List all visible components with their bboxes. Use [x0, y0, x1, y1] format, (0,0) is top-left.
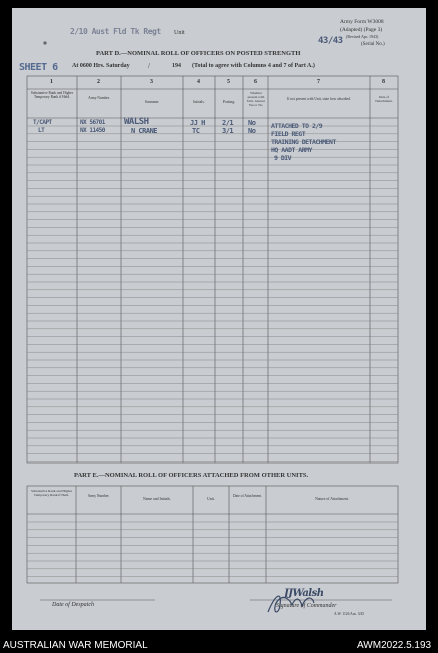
part-d-table-frame [27, 76, 398, 463]
col-number: 1 [50, 79, 53, 85]
e-col-header-rank: Substantive Rank and Higher Temporary Rank if Held. [30, 489, 73, 498]
entry-rank: LT [38, 127, 45, 134]
serial-label: (Serial No.) [361, 42, 385, 47]
form-id-line3: (Revised Apr. 1943) [346, 34, 379, 39]
col-header-surname: Surname. [144, 100, 160, 104]
e-col-header-nature: Nature of Attachment. [315, 497, 349, 501]
col-header-rank: Substantive Rank and Higher Temporary Rank if Held. [30, 91, 74, 100]
col-header-army-number: Army Number. [88, 96, 110, 100]
signature-of-commander-label: Signature of Commander [276, 603, 337, 609]
entry-posting: 2/1 [222, 119, 234, 127]
form-id-line1: Army Form W3008 [340, 19, 384, 25]
col-number: 8 [382, 79, 385, 85]
entry-remarks: FIELD REGT [271, 130, 306, 138]
at-line-slash: / [148, 62, 150, 70]
e-col-header-date: Date of Attachment. [232, 494, 263, 498]
date-of-despatch-label: Date of Despatch [52, 602, 94, 608]
entry-remarks-extra: TRAINING DETACHMENT [271, 138, 336, 146]
e-col-header-unit: Unit. [207, 497, 215, 501]
serial-handwritten: 43/43 [318, 36, 343, 46]
printer-code: A.W. 1126 Aus. 3/45 [334, 612, 365, 616]
col-header-posting: Posting. [222, 100, 236, 104]
col-number: 7 [317, 79, 320, 85]
entry-initials: JJ H [190, 119, 205, 127]
col-number: 6 [254, 79, 257, 85]
footer-accession-number: AWM2022.5.193 [357, 640, 432, 651]
part-d-title: PART D.—NOMINAL ROLL OF OFFICERS ON POSTED STRENGTH [96, 50, 301, 57]
entry-remarks-extra: HQ AADT ARMY [271, 146, 312, 154]
col-number: 3 [150, 79, 153, 85]
col-number: 2 [97, 79, 100, 85]
at-line-prefix: At 0600 Hrs. Saturday [72, 63, 130, 69]
entry-army-number: NX 56701 [80, 119, 105, 126]
form-id-line2: (Adapted) (Page 3) [340, 27, 383, 33]
entry-posting: 3/1 [222, 127, 234, 135]
col-header-present: Whether present with Unit. Answer Yes or No. [246, 91, 266, 107]
commander-signature: JJWalsh [284, 588, 324, 599]
entry-surname: WALSH [124, 117, 149, 127]
footer-institution: AUSTRALIAN WAR MEMORIAL [3, 640, 148, 651]
entry-initials: TC [192, 127, 200, 135]
e-col-header-name: Name and Initials. [143, 497, 171, 501]
col-number: 4 [197, 79, 200, 85]
entry-surname: N CRANE [131, 127, 158, 135]
at-line-suffix: (Total to agree with Columns 4 and 7 of Part A.) [192, 63, 315, 69]
part-e-title: PART E.—NOMINAL ROLL OF OFFICERS ATTACHED FROM OTHER UNITS. [74, 472, 309, 479]
punch-mark [43, 41, 46, 44]
col-header-detachment: Date of Detachment. [375, 95, 393, 103]
sheet-handwritten: SHEET 6 [19, 62, 58, 73]
e-col-header-army-number: Army Number. [87, 494, 110, 498]
col-number: 5 [227, 79, 230, 85]
unit-label: Unit [174, 30, 185, 36]
entry-army-number: NX 11450 [80, 127, 105, 134]
entry-remarks: ATTACHED TO 2/9 [271, 122, 323, 130]
entry-present: No [248, 127, 256, 135]
entry-present: No [248, 119, 256, 127]
entry-rank: T/CAPT [33, 119, 52, 126]
unit-handwritten: 2/10 Aust Fld Tk Regt [70, 27, 161, 36]
entry-remarks-extra: 9 DIV [274, 154, 292, 162]
col-header-initials: Initials. [193, 100, 205, 104]
col-header-absorbed: If not present with Unit, state how absorbed. [287, 97, 351, 101]
at-line-year: 194 [172, 63, 181, 69]
